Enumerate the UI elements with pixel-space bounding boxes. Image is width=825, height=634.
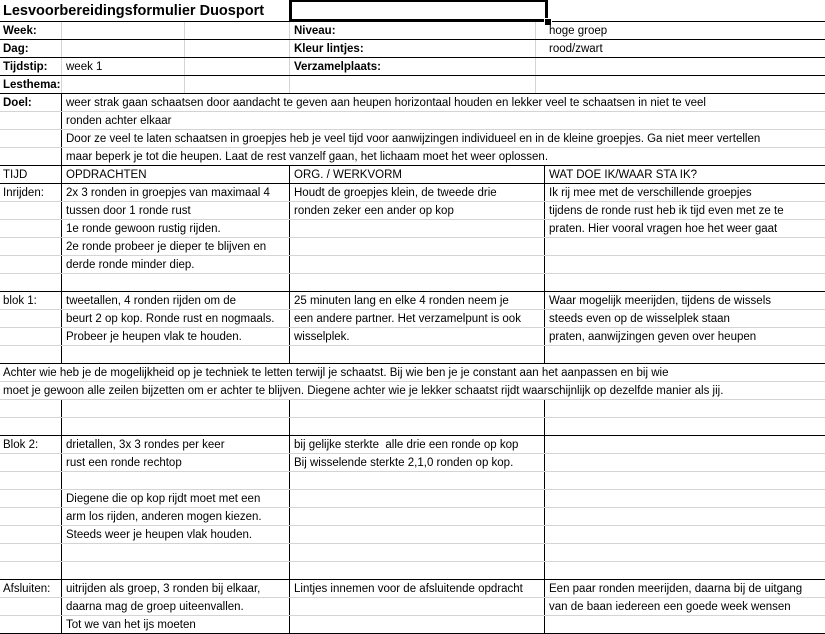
table-cell[interactable]: Tot we van het ijs moeten xyxy=(66,619,196,631)
table-cell[interactable]: Ik rij mee met de verschillende groepjes xyxy=(549,187,752,199)
cell-border-horizontal xyxy=(0,39,825,40)
table-cell[interactable]: Bij wisselende sterkte 2,1,0 ronden op kop. xyxy=(294,457,514,469)
lesthema-label[interactable]: Lesthema: xyxy=(3,79,61,91)
niveau-value[interactable]: hoge groep xyxy=(549,25,608,37)
table-cell[interactable]: tussen door 1 ronde rust xyxy=(66,205,191,217)
tijdstip-value[interactable]: week 1 xyxy=(66,61,103,73)
table-cell[interactable]: Een paar ronden meerijden, daarna bij de uitgang xyxy=(549,583,803,595)
doel-line[interactable]: Door ze veel te laten schaatsen in groepjes heb je veel tijd voor aanwijzingen individueel en in de kleine groepjes. Ga niet meer vertellen xyxy=(66,133,761,145)
cell-border-horizontal xyxy=(0,75,825,76)
table-cell[interactable]: praten, aanwijzingen geven over heupen xyxy=(549,331,757,343)
table-cell[interactable]: rust een ronde rechtop xyxy=(66,457,182,469)
tijdstip-label[interactable]: Tijdstip: xyxy=(3,61,48,73)
doel-line[interactable]: ronden achter elkaar xyxy=(66,115,172,127)
table-cell[interactable]: 2e ronde probeer je dieper te blijven en xyxy=(66,241,267,253)
table-cell[interactable]: 2x 3 ronden in groepjes van maximaal 4 xyxy=(66,187,270,199)
selected-cell[interactable] xyxy=(289,0,548,22)
column-header-wat-doe-ik[interactable]: WAT DOE IK/WAAR STA IK? xyxy=(549,169,698,181)
table-cell[interactable]: ronden zeker een ander op kop xyxy=(294,205,454,217)
table-cell[interactable]: Diegene die op kop rijdt moet met een xyxy=(66,493,261,505)
table-cell[interactable]: wisselplek. xyxy=(294,331,350,343)
cell-border-vertical xyxy=(544,165,545,363)
table-cell[interactable]: tweetallen, 4 ronden rijden om de xyxy=(66,295,237,307)
table-cell[interactable]: uitrijden als groep, 3 ronden bij elkaar, xyxy=(66,583,261,595)
table-cell[interactable]: Houdt de groepjes klein, de tweede drie xyxy=(294,187,497,199)
gridline-horizontal xyxy=(0,561,825,562)
cell-border-vertical xyxy=(61,93,62,363)
column-header-tijd[interactable]: TIJD xyxy=(3,169,28,181)
niveau-label[interactable]: Niveau: xyxy=(294,25,336,37)
doel-line[interactable]: weer strak gaan schaatsen door aandacht te geven aan heupen horizontaal houden en lekker veel te schaatsen in niet te veel xyxy=(66,97,706,109)
table-cell[interactable]: arm los rijden, anderen mogen kiezen. xyxy=(66,511,262,523)
sheet-title: Lesvoorbereidingsformulier Duosport xyxy=(3,3,265,19)
table-cell[interactable]: tijdens de ronde rust heb ik tijd even met ze te xyxy=(549,205,784,217)
table-cell[interactable]: derde ronde minder diep. xyxy=(66,259,195,271)
block-label-blok2[interactable]: Blok 2: xyxy=(3,439,39,451)
table-cell[interactable]: beurt 2 op kop. Ronde rust en nogmaals. xyxy=(66,313,275,325)
table-cell[interactable]: van de baan iedereen een goede week wensen xyxy=(549,601,791,613)
gridline-horizontal xyxy=(0,417,825,418)
table-cell[interactable]: 1e ronde gewoon rustig rijden. xyxy=(66,223,221,235)
table-cell[interactable]: een andere partner. Het verzamelpunt is ook xyxy=(294,313,521,325)
block-label-inrijden[interactable]: Inrijden: xyxy=(3,187,44,199)
doel-label[interactable]: Doel: xyxy=(3,97,32,109)
block-label-afsluiten[interactable]: Afsluiten: xyxy=(3,583,51,595)
dag-label[interactable]: Dag: xyxy=(3,43,29,55)
week-label[interactable]: Week: xyxy=(3,25,37,37)
verzamelplaats-label[interactable]: Verzamelplaats: xyxy=(294,61,381,73)
table-cell[interactable]: praten. Hier vooral vragen hoe het weer gaat xyxy=(549,223,778,235)
table-cell[interactable]: steeds even op de wisselplek staan xyxy=(549,313,730,325)
table-cell[interactable]: bij gelijke sterkte alle drie een ronde op kop xyxy=(294,439,519,451)
table-cell[interactable]: 25 minuten lang en elke 4 ronden neem je xyxy=(294,295,509,307)
table-cell[interactable]: Probeer je heupen vlak te houden. xyxy=(66,331,242,343)
kleur-lintjes-value[interactable]: rood/zwart xyxy=(549,43,603,55)
table-cell[interactable]: Steeds weer je heupen vlak houden. xyxy=(66,529,253,541)
table-cell[interactable]: Waar mogelijk meerijden, tijdens de wissels xyxy=(549,295,771,307)
note-line[interactable]: Achter wie heb je de mogelijkheid op je techniek te letten terwijl je schaatst. Bij wie ben je je constant aan het aanpassen en bij wie xyxy=(3,367,669,379)
kleur-lintjes-label[interactable]: Kleur lintjes: xyxy=(294,43,364,55)
table-cell[interactable]: daarna mag de groep uiteenvallen. xyxy=(66,601,244,613)
column-header-opdrachten[interactable]: OPDRACHTEN xyxy=(66,169,147,181)
doel-line[interactable]: maar beperk je tot die heupen. Laat de rest vanzelf gaan, het lichaam moet het weer oplossen. xyxy=(66,151,549,163)
cell-border-vertical xyxy=(289,165,290,363)
table-cell[interactable]: drietallen, 3x 3 rondes per keer xyxy=(66,439,225,451)
table-cell[interactable]: Lintjes innemen voor de afsluitende opdracht xyxy=(294,583,523,595)
column-header-org-werkvorm[interactable]: ORG. / WERKVORM xyxy=(294,169,402,181)
note-line[interactable]: moet je gewoon alle zeilen bijzetten om er achter te blijven. Diegene achter wie je lekker schaatst rijdt waarschijnlijk op dezelfde manier als jij. xyxy=(3,385,724,397)
block-label-blok1[interactable]: blok 1: xyxy=(3,295,37,307)
cell-border-horizontal xyxy=(0,57,825,58)
